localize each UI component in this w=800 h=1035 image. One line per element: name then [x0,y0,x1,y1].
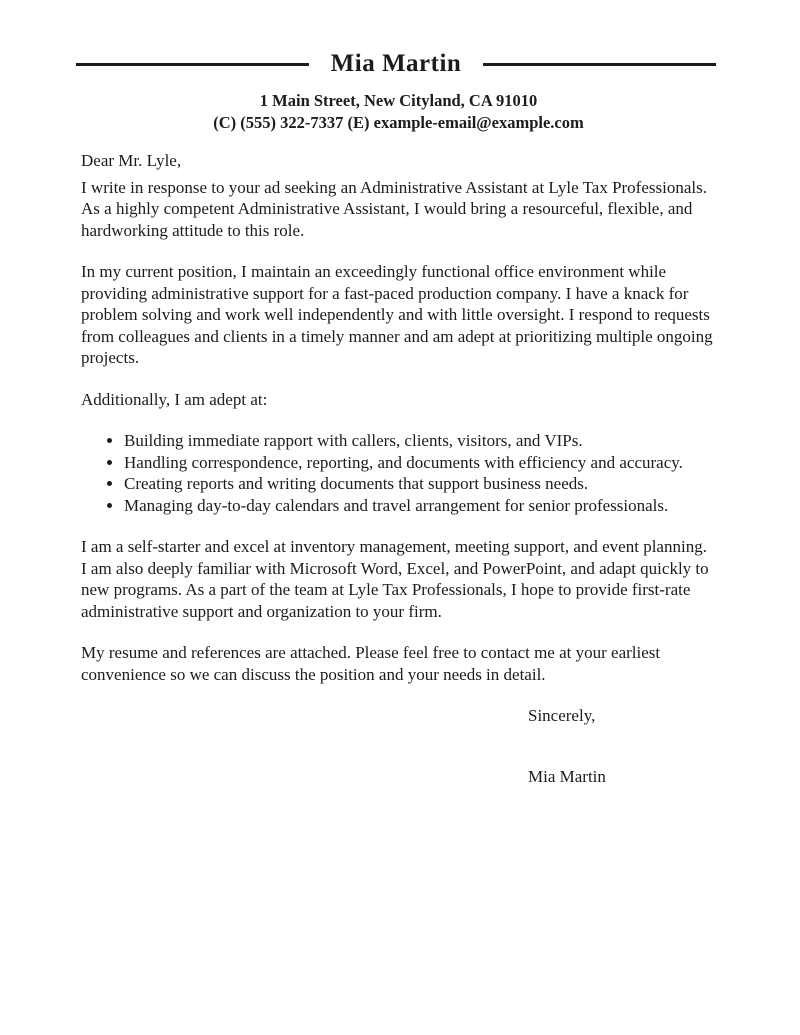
signature-name: Mia Martin [528,766,606,786]
header-contact-block [81,90,716,134]
contact-line: (C) (555) 322-7337 (E) example-email@example.com [213,113,584,132]
header-rule-left [76,63,309,66]
paragraph-current-position: In my current position, I maintain an exceedingly functional office environment while providing administrative support for a fast-paced production company. I have a knack for problem solving and work well independently and with little oversight. I respond to requests from colleagues and clients in a timely manner and am adept at prioritizing multiple ongoing projects. [81,262,713,367]
header-rule-right [483,63,716,66]
list-item: • Creating reports and writing documents that support business needs. [124,473,716,495]
paragraph-self-starter: I am a self-starter and excel at inventory management, meeting support, and event planning. I am also deeply familiar with Microsoft Word, Excel, and PowerPoint, and adapt quickly to new programs. As a part of the team at Lyle Tax Professionals, I hope to provide first-rate administrative support and organization to your firm. [81,537,709,621]
adept-skill-list [81,430,716,516]
address-line: 1 Main Street, New Cityland, CA 91010 [259,91,538,110]
paragraph-intro: I write in response to your ad seeking an Administrative Assistant at Lyle Tax Professionals. As a highly competent Administrative Assistant, I would bring a resourceful, flexible, and hardworking attitude to this role. [81,177,707,240]
letter-body [81,150,716,787]
applicant-name: Mia Martin [330,50,462,77]
list-item: • Building immediate rapport with callers, clients, visitors, and VIPs. [124,430,716,452]
paragraph-resume-attached: My resume and references are attached. Please feel free to contact me at your earliest convenience so we can discuss the position and your needs in detail. [81,643,661,684]
list-item: • Managing day-to-day calendars and travel arrangement for senior professionals. [124,495,716,517]
closing-salutation: Sincerely, [528,706,596,725]
letter-header [81,50,716,134]
list-item: • Handling correspondence, reporting, and documents with efficiency and accuracy. [124,452,716,474]
header-name-row [76,50,716,78]
salutation: Dear Mr. Lyle, [81,151,182,170]
closing-block [528,705,716,787]
adept-intro: Additionally, I am adept at: [81,389,268,409]
